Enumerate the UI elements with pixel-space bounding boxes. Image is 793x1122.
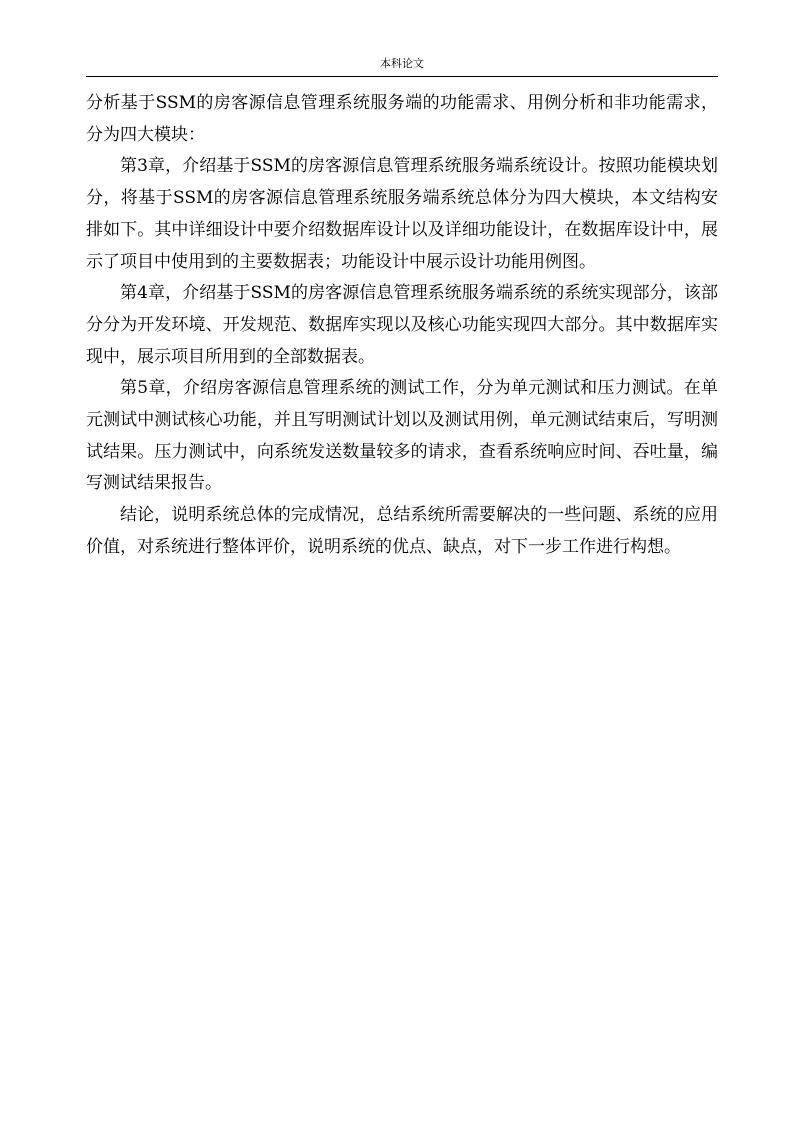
paragraph-continuation: 分析基于SSM的房客源信息管理系统服务端的功能需求、用例分析和非功能需求，分为四大模块： bbox=[86, 93, 718, 145]
paragraph-chapter-5: 第5章，介绍房客源信息管理系统的测试工作，分为单元测试和压力测试。在单元测试中测试核心功能，并且写明测试计划以及测试用例，单元测试结束后，写明测试结果。压力测试中，向系统发送数量较多的请求，查看系统响应时间、吞吐量，编写测试结果报告。 bbox=[86, 378, 718, 494]
paragraph-conclusion: 结论，说明系统总体的完成情况，总结系统所需要解决的一些问题、系统的应用价值，对系统进行整体评价，说明系统的优点、缺点，对下一步工作进行构想。 bbox=[86, 505, 718, 557]
paragraph-chapter-4: 第4章，介绍基于SSM的房客源信息管理系统服务端系统的系统实现部分，该部分分为开发环境、开发规范、数据库实现以及核心功能实现四大部分。其中数据库实现中，展示项目所用到的全部数据表。 bbox=[86, 283, 718, 367]
header-divider bbox=[86, 76, 718, 77]
page-header: 本科论文 bbox=[380, 57, 424, 70]
paragraph-chapter-3: 第3章，介绍基于SSM的房客源信息管理系统服务端系统设计。按照功能模块划分，将基于SSM的房客源信息管理系统服务端系统总体分为四大模块，本文结构安排如下。其中详细设计中要介绍数据库设计以及详细功能设计，在数据库设计中，展示了项目中使用到的主要数据表；功能设计中展示设计功能用例图。 bbox=[86, 156, 718, 272]
body-text bbox=[86, 88, 718, 564]
